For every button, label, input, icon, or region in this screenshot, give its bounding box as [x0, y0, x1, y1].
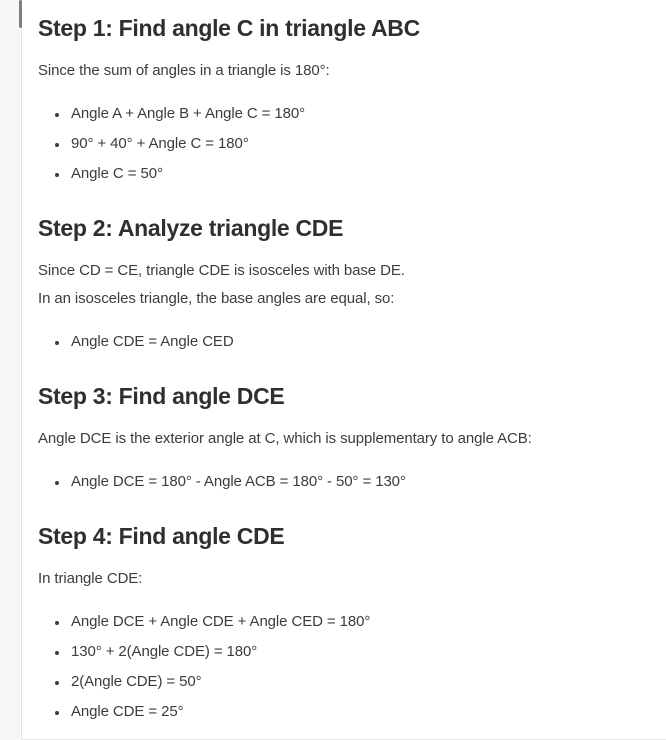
paragraph: Since the sum of angles in a triangle is 180°:	[38, 62, 330, 79]
step-heading: Step 1: Find angle C in triangle ABC	[38, 15, 420, 41]
bullet-item: • Angle DCE + Angle CDE + Angle CED = 180°	[69, 607, 636, 637]
paragraph: Angle DCE is the exterior angle at C, which is supplementary to angle ACB:	[38, 430, 532, 447]
step-heading: Step 3: Find angle DCE	[38, 383, 285, 409]
bullet-list	[38, 467, 636, 497]
paragraph-group	[38, 57, 636, 85]
paragraph: In an isosceles triangle, the base angles are equal, so:	[38, 290, 395, 307]
bullet-item: • 2(Angle CDE) = 50°	[69, 667, 636, 697]
paragraph-group	[38, 257, 636, 313]
step-heading: Step 2: Analyze triangle CDE	[38, 215, 344, 241]
paragraph: Since CD = CE, triangle CDE is isosceles with base DE.	[38, 262, 405, 279]
bullet-item: • 90° + 40° + Angle C = 180°	[69, 129, 636, 159]
bullet-item: • Angle DCE = 180° - Angle ACB = 180° - 50° = 130°	[69, 467, 636, 497]
bullet-item: • 130° + 2(Angle CDE) = 180°	[69, 637, 636, 667]
solution-step	[38, 13, 636, 189]
paragraph-group	[38, 565, 636, 593]
bullet-item: • Angle CDE = 25°	[69, 697, 636, 727]
paragraph: In triangle CDE:	[38, 570, 143, 587]
bullet-item: • Angle C = 50°	[69, 159, 636, 189]
bullet-list	[38, 607, 636, 727]
bullet-item: • Angle A + Angle B + Angle C = 180°	[69, 99, 636, 129]
bullet-list	[38, 327, 636, 357]
solution-step	[38, 521, 636, 727]
solution-step	[38, 213, 636, 357]
solution-step	[38, 381, 636, 497]
paragraph-group	[38, 425, 636, 453]
bullet-list	[38, 99, 636, 189]
bullet-item: • Angle CDE = Angle CED	[69, 327, 636, 357]
step-heading: Step 4: Find angle CDE	[38, 523, 285, 549]
